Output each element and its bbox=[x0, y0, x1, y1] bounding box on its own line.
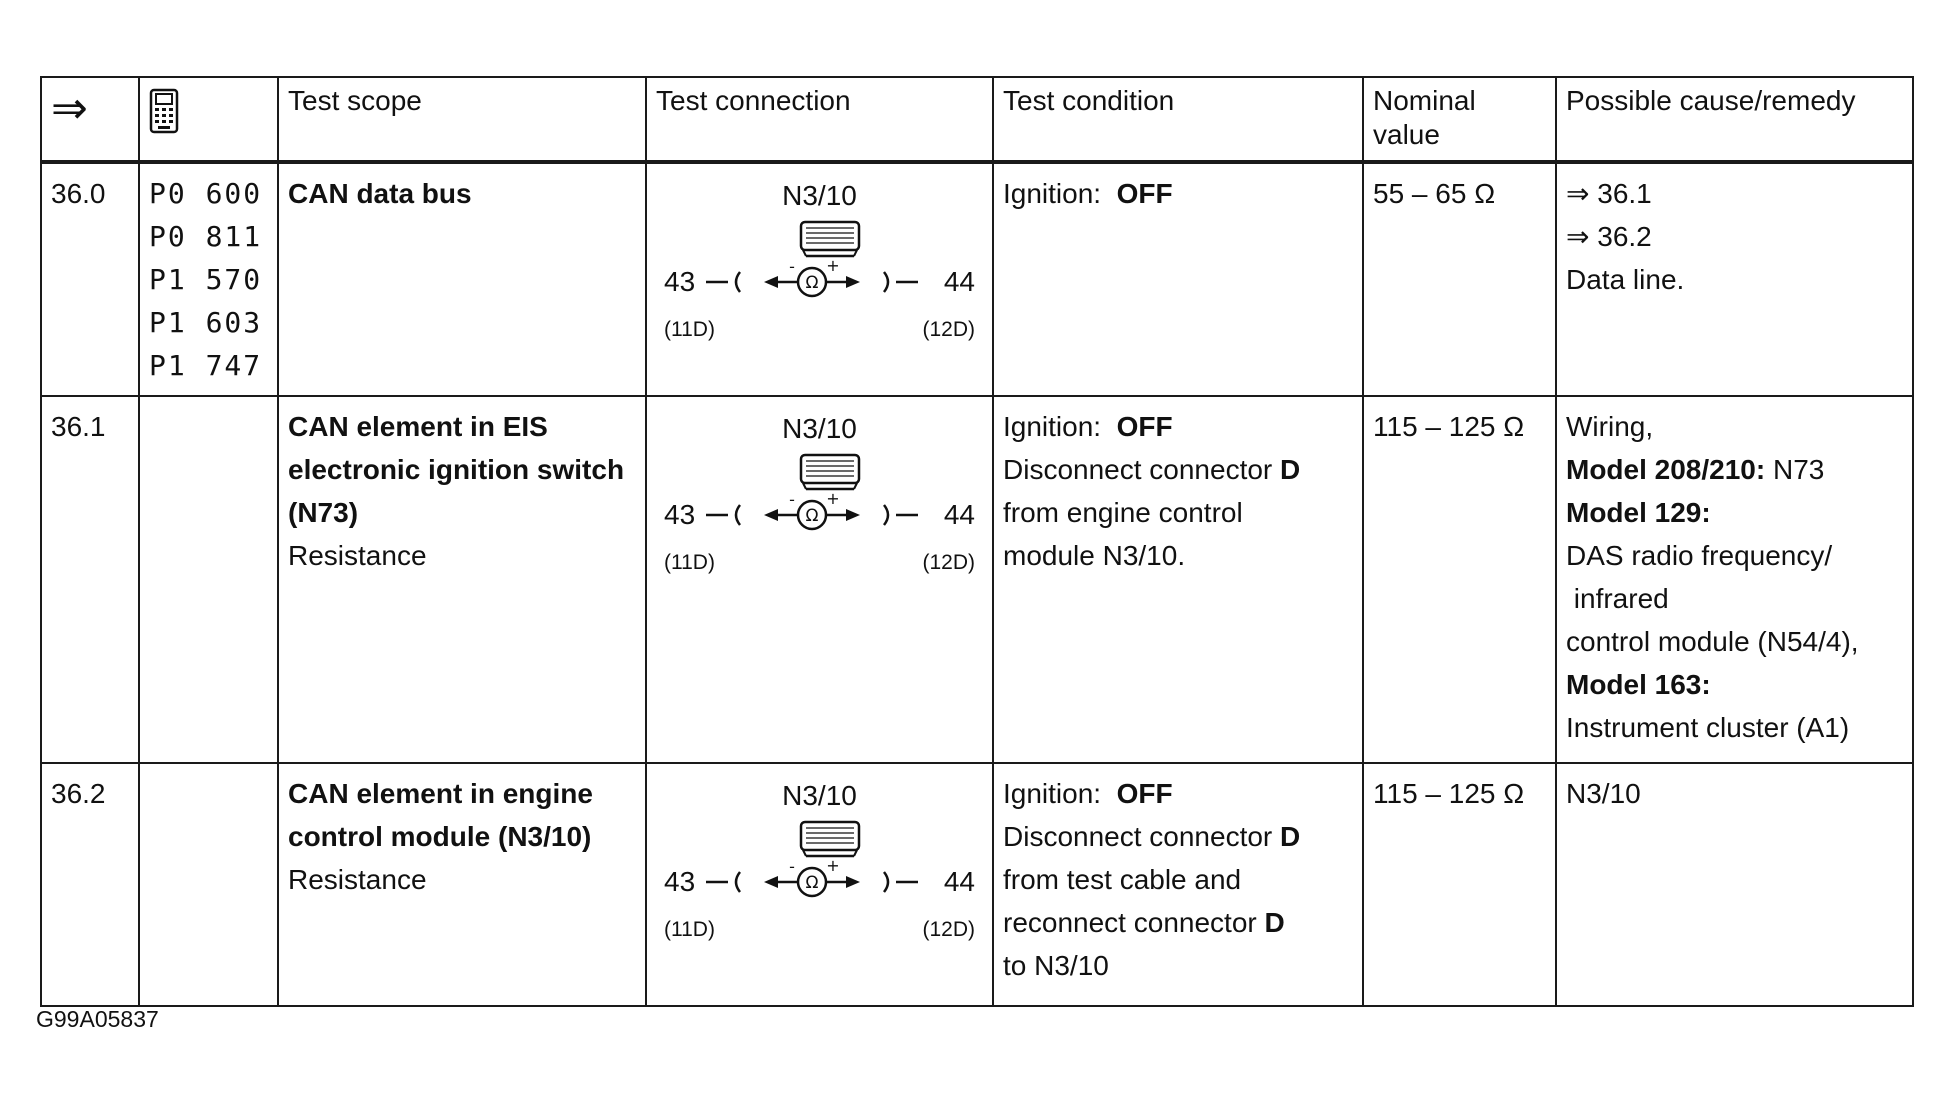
right-pin: 44 bbox=[943, 866, 975, 897]
remedy-line bbox=[1566, 448, 1903, 491]
svg-text:+: + bbox=[826, 856, 840, 875]
header-tester bbox=[139, 77, 278, 162]
fault-codes: P0 600 P0 811 P1 570 P1 603 P1 747 bbox=[139, 162, 278, 396]
possible-cause bbox=[1556, 396, 1913, 763]
nominal-value: 115 – 125 Ω bbox=[1363, 396, 1556, 763]
left-pin-label: (11D) bbox=[664, 551, 715, 574]
remedy-line bbox=[1566, 772, 1903, 815]
remedy-line-segment: DAS radio frequency/ bbox=[1566, 540, 1833, 571]
remedy-line bbox=[1566, 258, 1903, 301]
condition-line bbox=[1003, 772, 1353, 815]
header-test-condition: Test condition bbox=[993, 77, 1363, 162]
diagnostic-test-table bbox=[40, 76, 1914, 1007]
ohmmeter-icon bbox=[706, 856, 918, 896]
svg-text:+: + bbox=[826, 489, 840, 508]
remedy-line bbox=[1566, 706, 1903, 749]
condition-line-segment: from test cable and bbox=[1003, 864, 1242, 895]
remedy-line-segment: control module (N54/4), bbox=[1566, 626, 1859, 657]
nominal-value: 55 – 65 Ω bbox=[1363, 162, 1556, 396]
figure-id: G99A05837 bbox=[36, 1006, 159, 1032]
condition-line-segment: Disconnect connector bbox=[1003, 454, 1281, 485]
test-scope bbox=[278, 162, 646, 396]
test-scope-title: CAN element in engine control module (N3/10) bbox=[288, 778, 593, 852]
remedy-line-segment: Wiring, bbox=[1566, 411, 1654, 442]
left-pin: 43 bbox=[664, 499, 696, 530]
condition-line-segment: OFF bbox=[1116, 411, 1173, 442]
remedy-line bbox=[1566, 491, 1903, 534]
left-pin: 43 bbox=[664, 266, 696, 297]
test-scope bbox=[278, 763, 646, 1006]
fault-codes bbox=[139, 396, 278, 763]
left-pin: 43 bbox=[664, 866, 696, 897]
connector-icon bbox=[801, 455, 859, 489]
header-row bbox=[41, 77, 1913, 162]
condition-line-segment: from engine control bbox=[1003, 497, 1243, 528]
remedy-line bbox=[1566, 663, 1903, 706]
remedy-line-segment: ⇒ 36.2 bbox=[1566, 221, 1652, 252]
svg-text:Ω: Ω bbox=[805, 873, 819, 893]
remedy-line-segment: N73 bbox=[1765, 454, 1825, 485]
remedy-line-segment: Model 163: bbox=[1566, 669, 1711, 700]
connector-icon bbox=[801, 822, 859, 856]
header-arrow bbox=[41, 77, 139, 162]
svg-text:Ω: Ω bbox=[805, 273, 819, 293]
remedy-line-segment: Model 129: bbox=[1566, 497, 1711, 528]
remedy-line bbox=[1566, 405, 1903, 448]
condition-line-segment: Ignition: bbox=[1003, 411, 1117, 442]
remedy-line-segment: ⇒ 36.1 bbox=[1566, 178, 1652, 209]
fault-codes bbox=[139, 763, 278, 1006]
condition-line bbox=[1003, 944, 1353, 987]
remedy-line bbox=[1566, 620, 1903, 663]
right-pin-label: (12D) bbox=[922, 918, 975, 941]
right-pin: 44 bbox=[943, 499, 975, 530]
remedy-line-segment: Model 208/210: bbox=[1566, 454, 1766, 485]
left-pin-label: (11D) bbox=[664, 318, 715, 341]
remedy-line-segment: N3/10 bbox=[1566, 778, 1641, 809]
test-scope bbox=[278, 396, 646, 763]
double-arrow-icon: ⇒ bbox=[51, 84, 88, 133]
ohmmeter-icon bbox=[706, 489, 918, 529]
ohmmeter-icon bbox=[706, 256, 918, 296]
condition-line-segment: D bbox=[1280, 821, 1301, 852]
test-scope-title: CAN data bus bbox=[288, 178, 472, 209]
condition-line-segment: D bbox=[1264, 907, 1285, 938]
condition-line bbox=[1003, 858, 1353, 901]
condition-line-segment: module N3/10. bbox=[1003, 540, 1186, 571]
header-test-scope: Test scope bbox=[278, 77, 646, 162]
condition-line-segment: D bbox=[1280, 454, 1301, 485]
test-connection bbox=[646, 763, 993, 1006]
condition-line-segment: Disconnect connector bbox=[1003, 821, 1281, 852]
condition-line bbox=[1003, 901, 1353, 944]
right-pin: 44 bbox=[943, 266, 975, 297]
header-test-connection: Test connection bbox=[646, 77, 993, 162]
test-scope-subtitle: Resistance bbox=[288, 864, 427, 895]
test-scope-title: CAN element in EIS electronic ignition switch (N73) bbox=[288, 411, 625, 528]
condition-line-segment: Ignition: bbox=[1003, 178, 1117, 209]
condition-line-segment: reconnect connector bbox=[1003, 907, 1265, 938]
svg-text:-: - bbox=[789, 490, 795, 509]
table-row bbox=[41, 162, 1913, 396]
remedy-line-segment: Data line. bbox=[1566, 264, 1685, 295]
remedy-line bbox=[1566, 215, 1903, 258]
table-row bbox=[41, 763, 1913, 1006]
module-label: N3/10 bbox=[782, 780, 857, 811]
remedy-line bbox=[1566, 577, 1903, 620]
condition-line bbox=[1003, 815, 1353, 858]
left-pin-label: (11D) bbox=[664, 918, 715, 941]
right-pin-label: (12D) bbox=[922, 318, 975, 341]
module-label: N3/10 bbox=[782, 413, 857, 444]
step-number: 36.2 bbox=[41, 763, 139, 1006]
remedy-line-segment: Instrument cluster (A1) bbox=[1566, 712, 1850, 743]
condition-line-segment: OFF bbox=[1116, 178, 1173, 209]
remedy-line-segment: infrared bbox=[1566, 583, 1669, 614]
test-condition bbox=[993, 763, 1363, 1006]
possible-cause bbox=[1556, 763, 1913, 1006]
connector-icon bbox=[801, 222, 859, 256]
remedy-line bbox=[1566, 172, 1903, 215]
condition-line bbox=[1003, 448, 1353, 491]
svg-text:Ω: Ω bbox=[805, 506, 819, 526]
svg-text:-: - bbox=[789, 857, 795, 876]
condition-line-segment: to N3/10 bbox=[1003, 950, 1109, 981]
step-number: 36.0 bbox=[41, 162, 139, 396]
right-pin-label: (12D) bbox=[922, 551, 975, 574]
test-condition bbox=[993, 396, 1363, 763]
module-label: N3/10 bbox=[782, 180, 857, 211]
condition-line bbox=[1003, 405, 1353, 448]
condition-line-segment: Ignition: bbox=[1003, 778, 1117, 809]
table-body bbox=[41, 162, 1913, 1006]
header-possible-cause: Possible cause/remedy bbox=[1556, 77, 1913, 162]
table-row bbox=[41, 396, 1913, 763]
condition-line bbox=[1003, 491, 1353, 534]
test-connection bbox=[646, 162, 993, 396]
test-scope-subtitle: Resistance bbox=[288, 540, 427, 571]
test-connection bbox=[646, 396, 993, 763]
remedy-line bbox=[1566, 534, 1903, 577]
step-number: 36.1 bbox=[41, 396, 139, 763]
nominal-value: 115 – 125 Ω bbox=[1363, 763, 1556, 1006]
svg-text:+: + bbox=[826, 256, 840, 275]
condition-line bbox=[1003, 534, 1353, 577]
svg-text:-: - bbox=[789, 257, 795, 276]
condition-line bbox=[1003, 172, 1353, 215]
test-condition bbox=[993, 162, 1363, 396]
diagnostic-tester-icon bbox=[149, 88, 179, 134]
condition-line-segment: OFF bbox=[1116, 778, 1173, 809]
possible-cause bbox=[1556, 162, 1913, 396]
header-nominal-value: Nominal value bbox=[1363, 77, 1556, 162]
